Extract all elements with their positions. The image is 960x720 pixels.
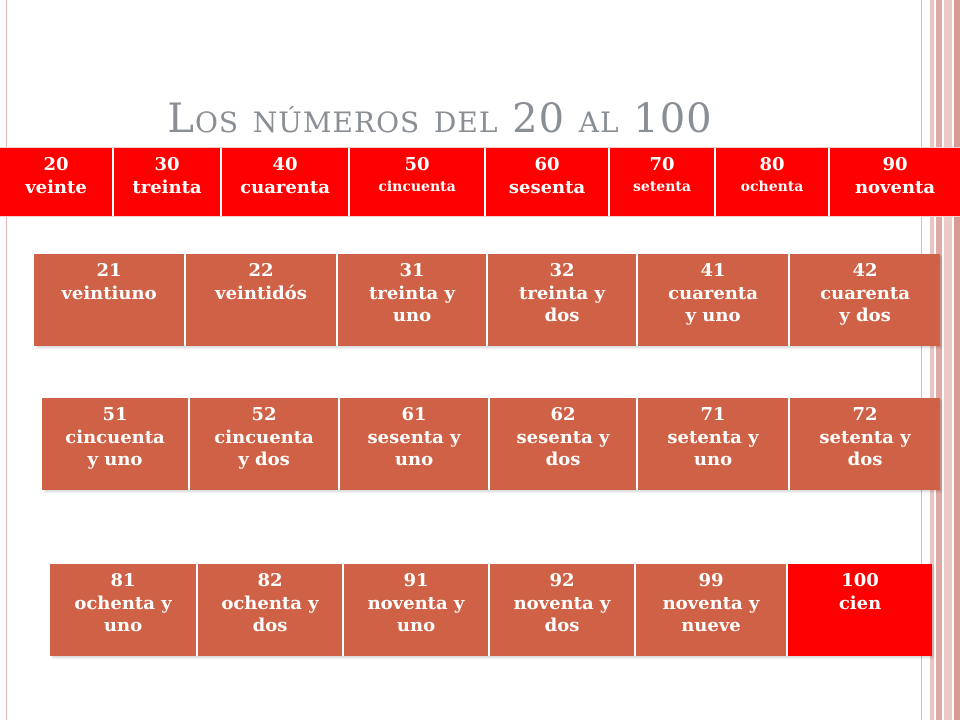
cell-word: veinte (25, 176, 87, 198)
number-cell-61 (340, 398, 490, 490)
cell-number: 80 (759, 154, 785, 175)
number-cell-41 (638, 254, 790, 346)
cell-word: treinta (132, 176, 202, 198)
cell-number: 32 (549, 260, 575, 281)
decorative-stripe (936, 0, 942, 720)
cell-word: noventa y uno (367, 592, 465, 636)
cell-word: noventa y dos (513, 592, 611, 636)
number-cell-91 (344, 564, 490, 656)
cell-word: veintiuno (61, 282, 157, 304)
number-cell-21 (34, 254, 186, 346)
cell-word: noventa (854, 176, 936, 198)
cell-word: ochenta y dos (221, 592, 319, 636)
number-cell-32 (488, 254, 638, 346)
cell-number: 42 (852, 260, 878, 281)
numbers-row-4 (50, 564, 932, 656)
number-cell-100 (788, 564, 932, 656)
cell-number: 30 (154, 154, 180, 175)
number-cell-31 (338, 254, 488, 346)
numbers-row-3 (42, 398, 940, 490)
cell-number: 82 (257, 570, 283, 591)
cell-word: ochenta y uno (74, 592, 172, 636)
cell-word: sesenta y dos (516, 426, 610, 470)
cell-number: 90 (882, 154, 908, 175)
cell-number: 61 (401, 404, 427, 425)
cell-number: 81 (110, 570, 136, 591)
number-cell-62 (490, 398, 638, 490)
tens-row (0, 148, 960, 216)
cell-number: 100 (841, 570, 879, 591)
cell-number: 52 (251, 404, 277, 425)
cell-word: cincuenta y uno (65, 426, 165, 470)
number-cell-52 (190, 398, 340, 490)
number-cell-72 (790, 398, 940, 490)
cell-word: sesenta (508, 176, 586, 198)
decorative-stripe (954, 0, 960, 720)
cell-word: cuarenta y uno (668, 282, 758, 326)
cell-number: 51 (102, 404, 128, 425)
cell-word: cincuenta y dos (214, 426, 314, 470)
cell-word: treinta y uno (369, 282, 455, 326)
title-initial: L (167, 96, 195, 142)
cell-number: 22 (248, 260, 274, 281)
number-cell-80 (716, 148, 830, 216)
cell-word: cincuenta (378, 178, 456, 195)
slide-title (0, 96, 880, 142)
cell-word: noventa y nueve (662, 592, 760, 636)
cell-word: setenta y uno (667, 426, 759, 470)
decorative-stripe (944, 0, 952, 720)
number-cell-81 (50, 564, 198, 656)
cell-number: 21 (96, 260, 122, 281)
cell-number: 31 (399, 260, 425, 281)
number-cell-20 (0, 148, 114, 216)
cell-number: 71 (700, 404, 726, 425)
number-cell-22 (186, 254, 338, 346)
number-cell-51 (42, 398, 190, 490)
cell-word: setenta (633, 178, 691, 195)
cell-number: 62 (550, 404, 576, 425)
cell-number: 40 (272, 154, 298, 175)
cell-word: cuarenta (240, 176, 330, 198)
cell-number: 60 (534, 154, 560, 175)
number-cell-60 (486, 148, 610, 216)
cell-number: 41 (700, 260, 726, 281)
number-cell-40 (222, 148, 350, 216)
cell-word: veintidós (215, 282, 307, 304)
cell-word: sesenta y uno (367, 426, 461, 470)
cell-number: 20 (43, 154, 69, 175)
cell-word: cien (838, 592, 882, 614)
cell-word: treinta y dos (519, 282, 605, 326)
number-cell-99 (636, 564, 788, 656)
number-cell-90 (830, 148, 960, 216)
number-cell-71 (638, 398, 790, 490)
number-cell-92 (490, 564, 636, 656)
cell-number: 72 (852, 404, 878, 425)
number-cell-70 (610, 148, 716, 216)
number-cell-82 (198, 564, 344, 656)
number-cell-42 (790, 254, 940, 346)
cell-number: 99 (698, 570, 724, 591)
numbers-row-2 (34, 254, 940, 346)
cell-number: 92 (549, 570, 575, 591)
cell-word: setenta y dos (819, 426, 911, 470)
cell-number: 50 (404, 154, 430, 175)
cell-number: 91 (403, 570, 429, 591)
number-cell-30 (114, 148, 222, 216)
title-rest: os números del 20 al 100 (194, 96, 713, 142)
cell-word: ochenta (740, 178, 804, 195)
cell-word: cuarenta y dos (820, 282, 910, 326)
number-cell-50 (350, 148, 486, 216)
cell-number: 70 (649, 154, 675, 175)
